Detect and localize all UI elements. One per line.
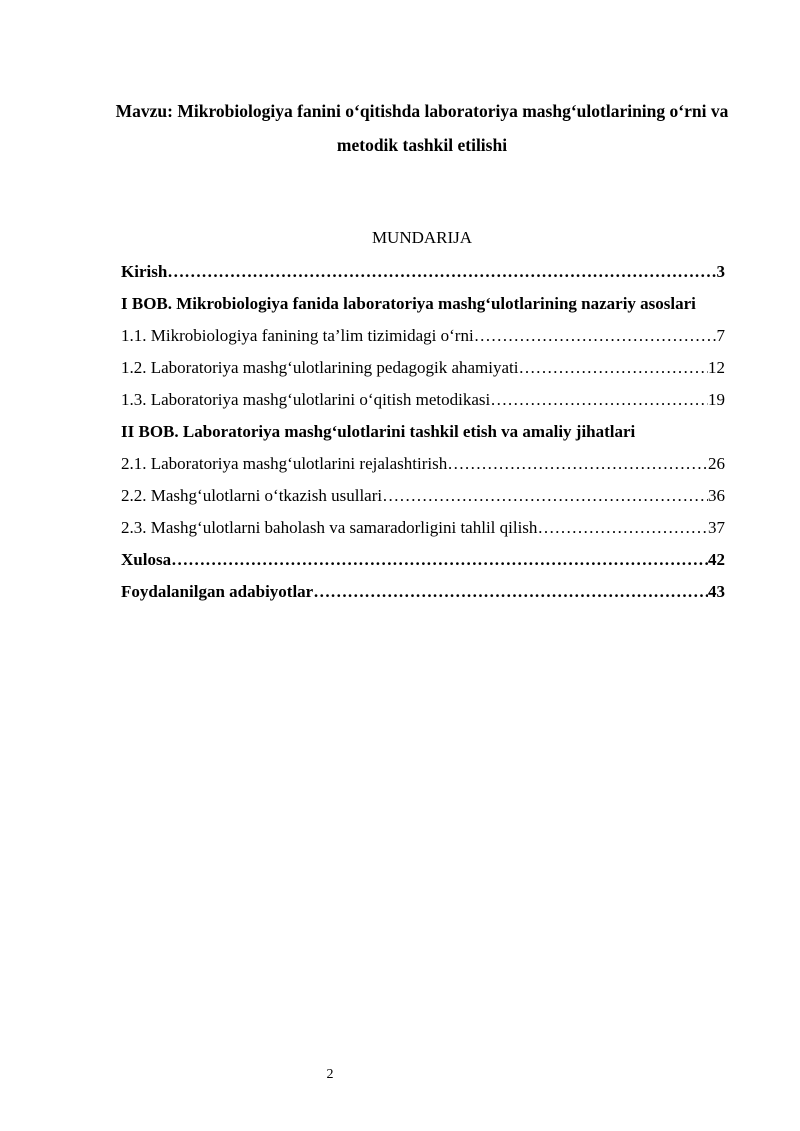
toc-leader-dots — [167, 256, 716, 288]
toc-entry-label: 2.1. Laboratoriya mashg‘ulotlarini rejalashtirish — [121, 454, 448, 473]
toc-leader-dots — [474, 320, 717, 352]
table-of-contents — [121, 256, 725, 608]
toc-entry-label: Xulosa — [121, 550, 172, 569]
toc-entry-label: Foydalanilgan adabiyotlar — [121, 582, 314, 601]
toc-leader-dots — [171, 544, 708, 576]
toc-entry-label: 2.2. Mashg‘ulotlarni o‘tkazish usullari — [121, 486, 383, 505]
document-topic: Mavzu: Mikrobiologiya fanini o‘qitishda laboratoriya mashg‘ulotlarining o‘rni va metodik tashkil etilishi — [115, 101, 729, 155]
toc-entry-references — [121, 576, 725, 608]
toc-leader-dots — [490, 384, 708, 416]
toc-entry-2-3 — [121, 512, 725, 544]
toc-entry-page: 3 — [716, 262, 725, 281]
toc-entry-label: 1.3. Laboratoriya mashg‘ulotlarini o‘qitish metodikasi — [121, 390, 491, 409]
toc-entry-label: 1.2. Laboratoriya mashg‘ulotlarining pedagogik ahamiyati — [121, 358, 519, 377]
toc-leader-dots — [447, 448, 708, 480]
toc-leader-dots — [313, 576, 708, 608]
toc-entry-page: 7 — [716, 326, 725, 345]
toc-entry-page: 36 — [708, 486, 725, 505]
toc-entry-page: 37 — [708, 518, 725, 537]
page-number: 2 — [326, 1067, 334, 1082]
toc-entry-conclusion — [121, 544, 725, 576]
toc-entry-page: 43 — [708, 582, 725, 601]
toc-entry-label: Kirish — [121, 262, 168, 281]
toc-heading: MUNDARIJA — [371, 228, 473, 247]
toc-leader-dots — [537, 512, 708, 544]
toc-entry-1-3 — [121, 384, 725, 416]
toc-entry-page: 12 — [708, 358, 725, 377]
toc-entry-2-1 — [121, 448, 725, 480]
toc-entry-label: 1.1. Mikrobiologiya fanining ta’lim tizimidagi o‘rni — [121, 326, 474, 345]
toc-chapter-1: I BOB. Mikrobiologiya fanida laboratoriya mashg‘ulotlarining nazariy asoslari — [121, 294, 696, 313]
toc-entry-page: 42 — [708, 550, 725, 569]
toc-entry-1-2 — [121, 352, 725, 384]
toc-leader-dots — [519, 352, 709, 384]
toc-entry-2-2 — [121, 480, 725, 512]
toc-leader-dots — [382, 480, 708, 512]
toc-entry-1-1 — [121, 320, 725, 352]
toc-entry-page: 19 — [708, 390, 725, 409]
toc-entry-page: 26 — [708, 454, 725, 473]
toc-chapter-2: II BOB. Laboratoriya mashg‘ulotlarini tashkil etish va amaliy jihatlari — [121, 422, 636, 441]
toc-entry-intro — [121, 256, 725, 288]
toc-entry-label: 2.3. Mashg‘ulotlarni baholash va samaradorligini tahlil qilish — [121, 518, 538, 537]
